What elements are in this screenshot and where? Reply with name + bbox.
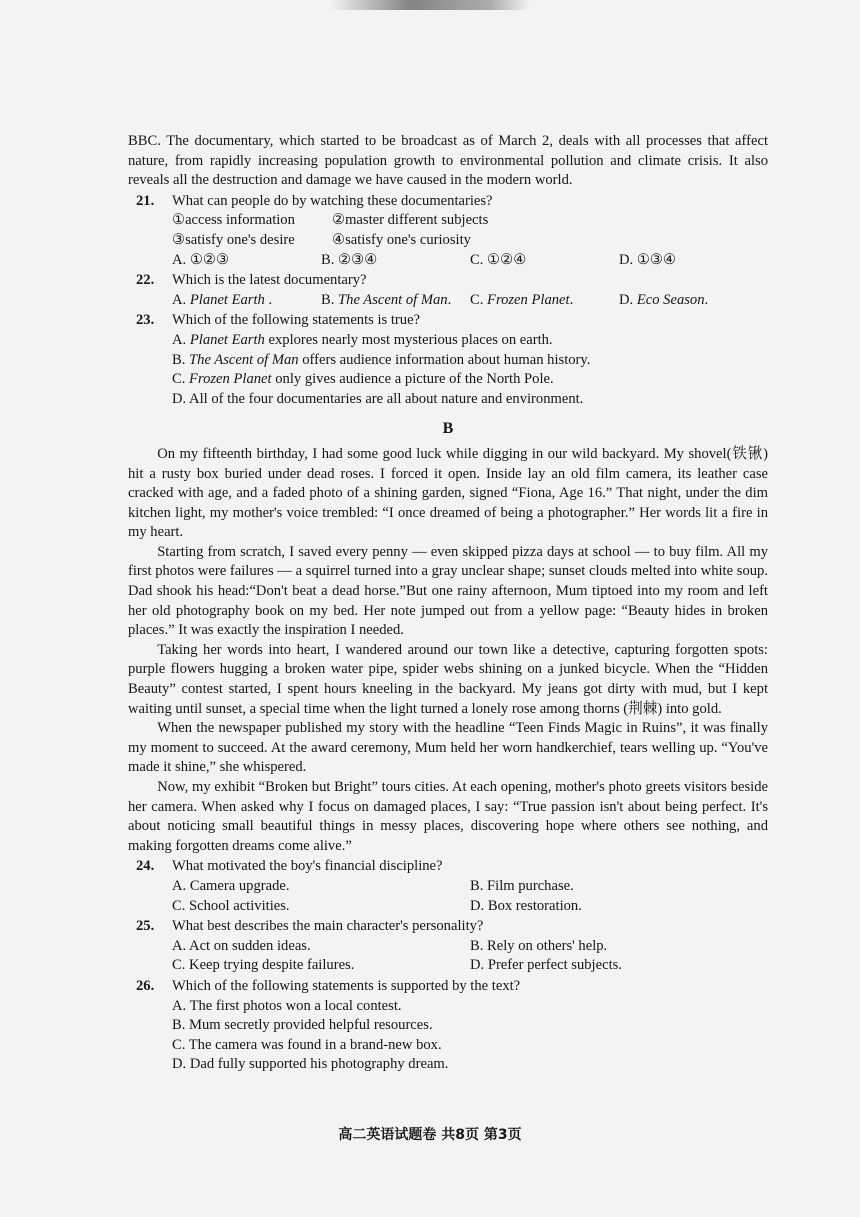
passage-b-paragraph: Now, my exhibit “Broken but Bright” tours cities. At each opening, mother's photo greets visitors beside her camera. When asked why I focus on damaged places, I say: “True passion isn't about being perfect. It's about noticing small beautiful things in messy places, discovering hope where others see nothing, and making forgotten dreams come alive.” [128,779,768,854]
option-b[interactable]: B. Rely on others' help. [470,937,608,954]
passage-a-tail: BBC. The documentary, which started to be broadcast as of March 2, deals with all processes that affect nature, from rapidly increasing population growth to environmental pollution and climate crisis. It also reveals all the destruction and damage we have caused in the modern world. [128,133,768,189]
option-d[interactable]: D. Eco Season. [619,291,709,308]
item-4: ④satisfy one's curiosity [332,231,471,248]
option-a[interactable]: A. Act on sudden ideas. [172,937,311,954]
exam-page [128,132,768,1075]
option-c[interactable]: C. Keep trying despite failures. [172,957,355,974]
passage-b-paragraph: On my fifteenth birthday, I had some good luck while digging in our wild backyard. My shovel(铁锹) hit a rusty box buried under dead roses. I forced it open. Inside lay an old film camera, its leather case cracked with age, and a faded photo of a shining garden, signed “Fiona, Age 16.” That night, under the dim kitchen light, my mother's voice trembled: “I once dreamed of being a photographer.” Her words lit a fire in my heart. [128,445,768,541]
question-22 [128,271,768,310]
question-number: 22. [136,272,155,289]
scan-shadow [330,0,530,10]
passage-b-paragraph: When the newspaper published my story with the headline “Teen Finds Magic in Ruins”, it was finally my moment to succeed. At the award ceremony, Mum held her worn handkerchief, tears welling up. “You've made it shine,” she whispered. [128,720,768,776]
item-2: ②master different subjects [332,212,489,229]
option-d[interactable]: D. Dad fully supported his photography dream. [172,1056,449,1073]
section-heading: B [442,420,454,438]
item-1: ①access information [172,212,295,229]
question-text: What can people do by watching these documentaries? [172,192,493,209]
question-number: 23. [136,312,155,329]
option-c[interactable]: C. Frozen Planet. [470,291,574,308]
option-a[interactable]: A. ①②③ [172,251,230,268]
question-number: 26. [136,977,155,994]
option-a[interactable]: A. Camera upgrade. [172,877,290,894]
question-text: What best describes the main character's personality? [172,918,484,935]
passage-b-paragraph: Starting from scratch, I saved every penny — even skipped pizza days at school — to buy film. All my first photos were failures — a squirrel turned into a gray unclear shape; sunset clouds melted into white soup. Dad shook his head:“Don't beat a dead horse.”But one rainy afternoon, Mum tiptoed into my room and left her old photography book on my bed. Her note jumped out from a yellow page: “Beauty hides in broken places.” It was exactly the inspiration I needed. [128,543,768,639]
question-text: What motivated the boy's financial discipline? [172,858,443,875]
question-24 [128,857,768,916]
question-text: Which is the latest documentary? [172,272,367,289]
passage-b-paragraph: Taking her words into heart, I wandered around our town like a detective, capturing forgotten spots: purple flowers hugging a broken water pipe, spider webs shining on a junked bicycle. When the “Hidden Beauty” contest started, I spent hours kneeling in the backyard. My jeans got dirty with mud, but I kept waiting until sunset, a special time when the light turned a lonely rose among thorns (荆棘) into gold. [128,641,768,717]
option-d[interactable]: D. Prefer perfect subjects. [470,957,622,974]
option-b[interactable]: B. Mum secretly provided helpful resources. [172,1017,433,1034]
option-c[interactable]: C. Frozen Planet only gives audience a picture of the North Pole. [172,371,554,388]
question-text: Which of the following statements is supported by the text? [172,977,521,994]
question-25 [128,917,768,976]
option-b[interactable]: B. The Ascent of Man. [321,291,452,308]
option-b[interactable]: B. Film purchase. [470,877,574,894]
question-26 [128,977,768,1075]
question-number: 24. [136,858,155,875]
question-21 [128,192,768,270]
question-number: 25. [136,918,155,935]
item-3: ③satisfy one's desire [172,231,295,248]
option-a[interactable]: A. Planet Earth explores nearly most mysterious places on earth. [172,331,553,348]
question-23 [128,311,768,409]
option-d[interactable]: D. ①③④ [619,251,677,268]
option-a[interactable]: A. Planet Earth . [172,291,273,308]
option-c[interactable]: C. The camera was found in a brand-new box. [172,1036,442,1053]
option-d[interactable]: D. All of the four documentaries are all about nature and environment. [172,390,584,407]
question-text: Which of the following statements is true? [172,312,421,329]
option-c[interactable]: C. School activities. [172,897,290,914]
option-b[interactable]: B. The Ascent of Man offers audience information about human history. [172,351,591,368]
option-d[interactable]: D. Box restoration. [470,897,582,914]
page-footer: 高二英语试题卷 共8页 第3页 [338,1127,522,1143]
option-b[interactable]: B. ②③④ [321,251,378,268]
option-a[interactable]: A. The first photos won a local contest. [172,997,402,1014]
question-number: 21. [136,192,155,209]
option-c[interactable]: C. ①②④ [470,251,527,268]
